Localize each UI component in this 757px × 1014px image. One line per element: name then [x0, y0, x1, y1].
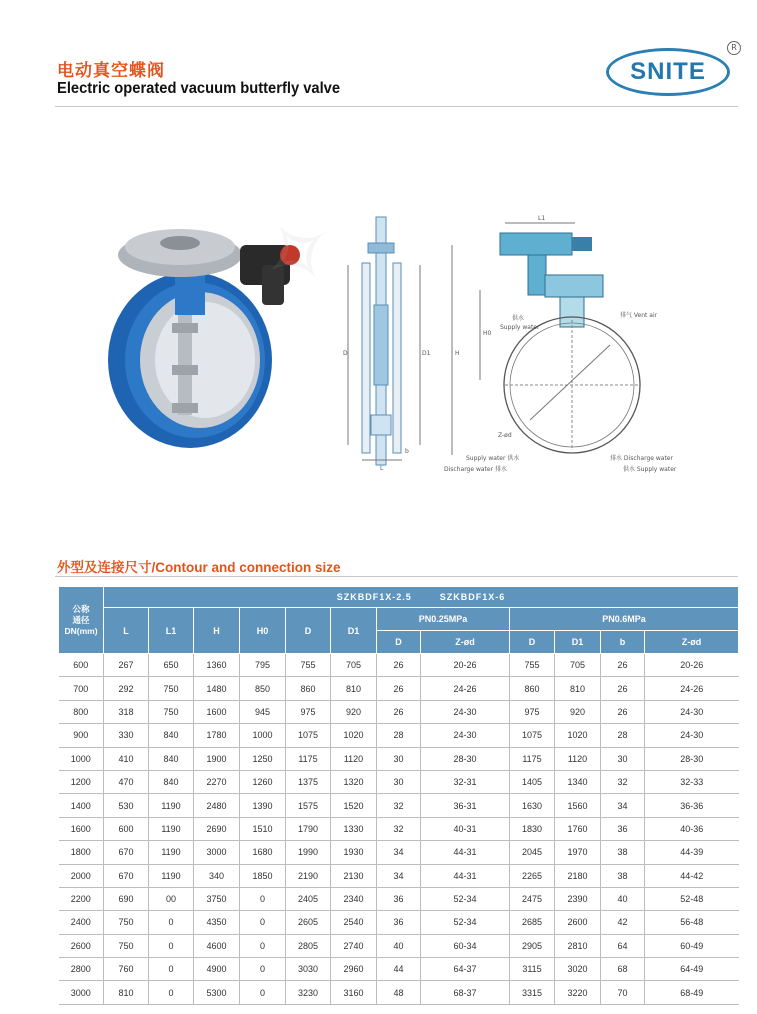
section-title: 外型及连接尺寸/Contour and connection size [57, 560, 341, 575]
table-cell: 1375 [286, 770, 331, 793]
table-cell: 0 [149, 981, 194, 1004]
table-cell: 840 [149, 770, 194, 793]
logo-text: SNITE [630, 58, 706, 85]
table-cell: 330 [104, 724, 149, 747]
dimension-table [58, 586, 739, 1005]
table-cell: 38 [601, 841, 645, 864]
table-cell: 24-30 [421, 724, 510, 747]
table-cell: 26 [601, 700, 645, 723]
table-cell: 1680 [240, 841, 286, 864]
table-cell: 2130 [331, 864, 377, 887]
table-cell: 1480 [194, 677, 240, 700]
table-cell: 945 [240, 700, 286, 723]
table-cell: 36-36 [645, 794, 739, 817]
table-cell: 64 [601, 934, 645, 957]
table-cell: 1400 [59, 794, 104, 817]
table-cell: 64-37 [421, 958, 510, 981]
table-cell: 0 [240, 887, 286, 910]
valve-photo [108, 229, 300, 448]
table-row [59, 654, 739, 677]
table-cell: 3315 [510, 981, 555, 1004]
table-cell: 755 [510, 654, 555, 677]
table-cell: 2200 [59, 887, 104, 910]
table-cell: 1260 [240, 770, 286, 793]
table-cell: 2000 [59, 864, 104, 887]
table-row [59, 700, 739, 723]
table-cell: 1000 [240, 724, 286, 747]
table-cell: 267 [104, 654, 149, 677]
table-cell: 0 [149, 934, 194, 957]
table-cell: 40 [377, 934, 421, 957]
table-cell: 292 [104, 677, 149, 700]
valve-illustration [0, 205, 757, 495]
table-cell: 2340 [331, 887, 377, 910]
table-cell: 2810 [555, 934, 601, 957]
table-cell: 1075 [286, 724, 331, 747]
table-cell: 3030 [286, 958, 331, 981]
table-cell: 1800 [59, 841, 104, 864]
table-body [59, 654, 739, 1005]
table-cell: 760 [104, 958, 149, 981]
table-cell: 1970 [555, 841, 601, 864]
table-cell: 3000 [194, 841, 240, 864]
table-cell: 840 [149, 724, 194, 747]
discharge-right-label: 排水 Discharge water [610, 455, 673, 462]
table-cell: 1830 [510, 817, 555, 840]
table-cell: 2605 [286, 911, 331, 934]
table-cell: 34 [377, 841, 421, 864]
table-row [59, 677, 739, 700]
header-pn025: PN0.25MPa [377, 608, 510, 631]
header-h: H [194, 608, 240, 654]
table-cell: 3750 [194, 887, 240, 910]
table-row [59, 934, 739, 957]
table-cell: 3230 [286, 981, 331, 1004]
table-cell: 1390 [240, 794, 286, 817]
table-cell: 750 [149, 677, 194, 700]
table-cell: 1900 [194, 747, 240, 770]
table-cell: 20-26 [645, 654, 739, 677]
table-cell: 1330 [331, 817, 377, 840]
table-cell: 3220 [555, 981, 601, 1004]
dim-l1-label: L1 [538, 215, 546, 222]
table-cell: 920 [555, 700, 601, 723]
table-cell: 2540 [331, 911, 377, 934]
table-cell: 800 [59, 700, 104, 723]
table-cell: 1190 [149, 841, 194, 864]
header-pn06-z: Z-ød [645, 631, 739, 654]
table-cell: 2180 [555, 864, 601, 887]
table-cell: 3020 [555, 958, 601, 981]
table-cell: 40-36 [645, 817, 739, 840]
table-cell: 1190 [149, 864, 194, 887]
table-cell: 1990 [286, 841, 331, 864]
table-cell: 1340 [555, 770, 601, 793]
table-cell: 2685 [510, 911, 555, 934]
table-cell: 2390 [555, 887, 601, 910]
table-cell: 4900 [194, 958, 240, 981]
dim-b-label: b [405, 448, 409, 455]
table-cell: 2265 [510, 864, 555, 887]
header-d1: D1 [331, 608, 377, 654]
table-cell: 24-30 [645, 724, 739, 747]
table-cell: 40 [601, 887, 645, 910]
table-cell: 2740 [331, 934, 377, 957]
table-cell: 690 [104, 887, 149, 910]
table-cell: 36 [377, 911, 421, 934]
table-cell: 705 [331, 654, 377, 677]
table-cell: 755 [286, 654, 331, 677]
header-l1: L1 [149, 608, 194, 654]
table-cell: 810 [331, 677, 377, 700]
table-cell: 0 [149, 911, 194, 934]
table-cell: 1360 [194, 654, 240, 677]
table-cell: 1020 [555, 724, 601, 747]
table-cell: 2405 [286, 887, 331, 910]
header-divider [55, 106, 738, 107]
table-cell: 2805 [286, 934, 331, 957]
dim-d1-label: D1 [422, 350, 431, 357]
table-cell: 42 [601, 911, 645, 934]
table-cell: 1575 [286, 794, 331, 817]
table-cell: 26 [377, 700, 421, 723]
table-cell: 44-31 [421, 864, 510, 887]
table-cell: 28-30 [421, 747, 510, 770]
table-cell: 2600 [59, 934, 104, 957]
table-cell: 20-26 [421, 654, 510, 677]
table-cell: 340 [194, 864, 240, 887]
table-cell: 26 [377, 677, 421, 700]
table-cell: 24-30 [645, 700, 739, 723]
table-cell: 975 [510, 700, 555, 723]
table-cell: 920 [331, 700, 377, 723]
table-cell: 670 [104, 841, 149, 864]
table-cell: 860 [286, 677, 331, 700]
table-cell: 68 [601, 958, 645, 981]
table-cell: 52-48 [645, 887, 739, 910]
table-cell: 44-31 [421, 841, 510, 864]
discharge-left-label: Discharge water 排水 [444, 466, 507, 473]
table-cell: 3160 [331, 981, 377, 1004]
table-row [59, 841, 739, 864]
table-cell: 2045 [510, 841, 555, 864]
table-cell: 2480 [194, 794, 240, 817]
table-cell: 1790 [286, 817, 331, 840]
table-cell: 600 [59, 654, 104, 677]
table-cell: 1190 [149, 794, 194, 817]
table-cell: 2905 [510, 934, 555, 957]
header-pn06-d1: D1 [555, 631, 601, 654]
supply-water-left-label: Supply water 供水 [466, 455, 520, 462]
table-cell: 26 [601, 654, 645, 677]
table-cell: 2190 [286, 864, 331, 887]
table-cell: 68-49 [645, 981, 739, 1004]
table-cell: 0 [149, 958, 194, 981]
table-cell: 1560 [555, 794, 601, 817]
table-cell: 26 [377, 654, 421, 677]
table-row [59, 794, 739, 817]
table-cell: 48 [377, 981, 421, 1004]
table-cell: 64-49 [645, 958, 739, 981]
table-cell: 44 [377, 958, 421, 981]
table-cell: 850 [240, 677, 286, 700]
table-cell: 30 [377, 747, 421, 770]
table-cell: 52-34 [421, 887, 510, 910]
table-cell: 34 [601, 794, 645, 817]
table-cell: 1175 [510, 747, 555, 770]
dim-h0-label: H0 [483, 330, 492, 337]
table-cell: 3000 [59, 981, 104, 1004]
header-h0: H0 [240, 608, 286, 654]
table-cell: 650 [149, 654, 194, 677]
registered-mark: R [727, 41, 741, 55]
table-cell: 32-31 [421, 770, 510, 793]
table-cell: 44-42 [645, 864, 739, 887]
table-cell: 68-37 [421, 981, 510, 1004]
table-cell: 2400 [59, 911, 104, 934]
table-cell: 975 [286, 700, 331, 723]
table-row [59, 817, 739, 840]
table-cell: 1320 [331, 770, 377, 793]
header-pn025-z: Z-ød [421, 631, 510, 654]
table-cell: 1175 [286, 747, 331, 770]
dim-h-label: H [455, 350, 460, 357]
table-cell: 1190 [149, 817, 194, 840]
header-l: L [104, 608, 149, 654]
table-cell: 1120 [331, 747, 377, 770]
table-cell: 3115 [510, 958, 555, 981]
table-row [59, 770, 739, 793]
front-view [452, 223, 640, 455]
table-cell: 750 [149, 700, 194, 723]
table-cell: 810 [104, 981, 149, 1004]
table-cell: 28-30 [645, 747, 739, 770]
vent-label: 排气 Vent air [620, 312, 658, 319]
table-cell: 30 [377, 770, 421, 793]
table-cell: 5300 [194, 981, 240, 1004]
table-cell: 38 [601, 864, 645, 887]
table-cell: 56-48 [645, 911, 739, 934]
supply-cn-label: 供水 [512, 315, 525, 322]
table-cell: 36 [601, 817, 645, 840]
table-cell: 900 [59, 724, 104, 747]
snite-logo [606, 48, 730, 96]
table-cell: 60-49 [645, 934, 739, 957]
table-row [59, 864, 739, 887]
table-cell: 2960 [331, 958, 377, 981]
table-cell: 1600 [59, 817, 104, 840]
table-cell: 1200 [59, 770, 104, 793]
table-cell: 28 [601, 724, 645, 747]
table-cell: 32-33 [645, 770, 739, 793]
table-cell: 2690 [194, 817, 240, 840]
table-cell: 4350 [194, 911, 240, 934]
table-cell: 2475 [510, 887, 555, 910]
table-cell: 1405 [510, 770, 555, 793]
watermark: ✧ [236, 187, 361, 320]
table-cell: 1075 [510, 724, 555, 747]
table-cell: 600 [104, 817, 149, 840]
table-cell: 1760 [555, 817, 601, 840]
table-cell: 00 [149, 887, 194, 910]
table-cell: 1600 [194, 700, 240, 723]
table-cell: 795 [240, 654, 286, 677]
header-pn06-b: b [601, 631, 645, 654]
table-cell: 1780 [194, 724, 240, 747]
table-cell: 1850 [240, 864, 286, 887]
table-cell: 32 [377, 794, 421, 817]
table-row [59, 958, 739, 981]
table-row [59, 724, 739, 747]
table-row [59, 981, 739, 1004]
table-cell: 810 [555, 677, 601, 700]
table-cell: 2270 [194, 770, 240, 793]
table-cell: 1520 [331, 794, 377, 817]
table-cell: 860 [510, 677, 555, 700]
table-cell: 840 [149, 747, 194, 770]
table-cell: 470 [104, 770, 149, 793]
table-cell: 0 [240, 911, 286, 934]
table-cell: 24-26 [645, 677, 739, 700]
table-cell: 1120 [555, 747, 601, 770]
table-cell: 32 [601, 770, 645, 793]
table-cell: 32 [377, 817, 421, 840]
table-cell: 0 [240, 958, 286, 981]
supply-right-label: 供水 Supply water [623, 466, 677, 473]
model-header: SZKBDF1X-2.5 SZKBDF1X-6 [104, 587, 739, 608]
table-cell: 530 [104, 794, 149, 817]
header-pn025-d: D [377, 631, 421, 654]
table-cell: 34 [377, 864, 421, 887]
table-cell: 30 [601, 747, 645, 770]
table-cell: 750 [104, 934, 149, 957]
table-cell: 1630 [510, 794, 555, 817]
table-cell: 318 [104, 700, 149, 723]
table-cell: 1020 [331, 724, 377, 747]
side-section-view [348, 217, 420, 465]
table-row [59, 911, 739, 934]
section-divider [55, 576, 738, 577]
dim-d-label: D [343, 350, 348, 357]
table-cell: 60-34 [421, 934, 510, 957]
z-label: Z-ød [498, 432, 512, 439]
table-cell: 40-31 [421, 817, 510, 840]
table-cell: 36 [377, 887, 421, 910]
table-cell: 705 [555, 654, 601, 677]
table-cell: 1000 [59, 747, 104, 770]
table-row [59, 887, 739, 910]
table-cell: 24-26 [421, 677, 510, 700]
table-cell: 410 [104, 747, 149, 770]
table-cell: 670 [104, 864, 149, 887]
header-d: D [286, 608, 331, 654]
header-pn06: PN0.6MPa [510, 608, 739, 631]
table-cell: 1250 [240, 747, 286, 770]
table-cell: 700 [59, 677, 104, 700]
table-cell: 4600 [194, 934, 240, 957]
supply-en-label: Supply water [500, 324, 540, 331]
header-pn06-d: D [510, 631, 555, 654]
table-cell: 24-30 [421, 700, 510, 723]
table-cell: 0 [240, 981, 286, 1004]
table-cell: 52-34 [421, 911, 510, 934]
table-cell: 28 [377, 724, 421, 747]
table-cell: 2800 [59, 958, 104, 981]
table-cell: 1930 [331, 841, 377, 864]
table-cell: 44-39 [645, 841, 739, 864]
table-cell: 36-31 [421, 794, 510, 817]
table-cell: 1510 [240, 817, 286, 840]
table-cell: 0 [240, 934, 286, 957]
table-cell: 750 [104, 911, 149, 934]
dn-header: 公称 通径 DN(mm) [59, 587, 104, 654]
title-chinese: 电动真空蝶阀 [57, 61, 165, 81]
table-row [59, 747, 739, 770]
table-cell: 70 [601, 981, 645, 1004]
table-cell: 26 [601, 677, 645, 700]
dim-l-label: L [380, 465, 384, 472]
table-cell: 2600 [555, 911, 601, 934]
title-english: Electric operated vacuum butterfly valve [57, 80, 341, 97]
